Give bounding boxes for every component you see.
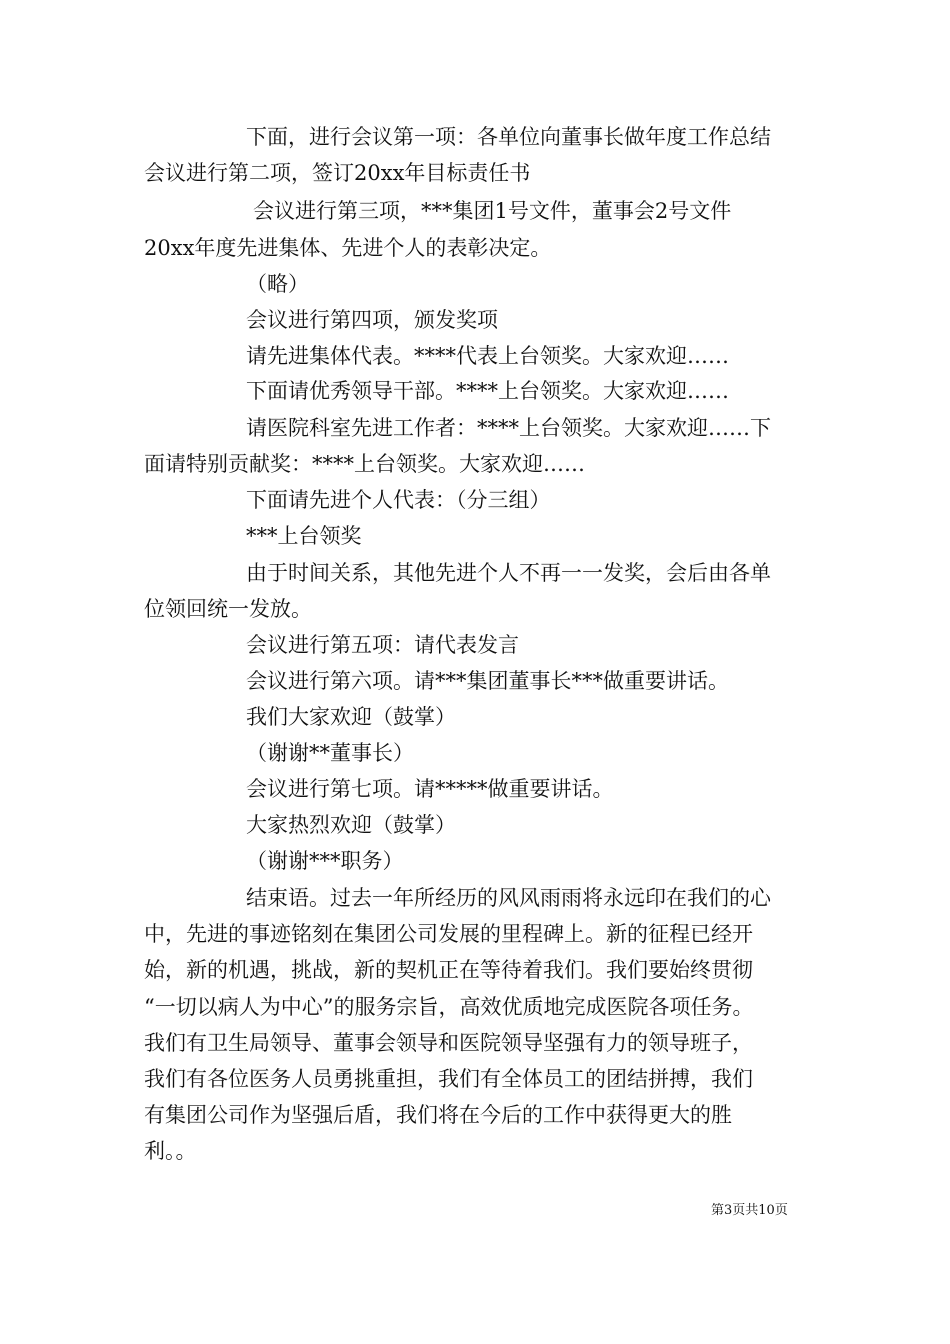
text-line: 结束语。过去一年所经历的风风雨雨将永远印在我们的心 bbox=[246, 886, 771, 910]
text-line: 会议进行第二项，签订20xx年目标责任书 bbox=[144, 161, 531, 185]
text-line: （略） bbox=[246, 272, 309, 296]
text-line: 位领回统一发放。 bbox=[144, 597, 312, 621]
text-line: 面请特别贡献奖：****上台领奖。大家欢迎…… bbox=[144, 452, 585, 476]
text-line: 会议进行第七项。请*****做重要讲话。 bbox=[246, 777, 614, 801]
text-line: 会议进行第四项，颁发奖项 bbox=[246, 308, 498, 332]
text-line: 请先进集体代表。****代表上台领奖。大家欢迎…… bbox=[246, 344, 729, 368]
text-line: 始，新的机遇，挑战，新的契机正在等待着我们。我们要始终贯彻 bbox=[144, 958, 753, 982]
text-line: 下面请先进个人代表：（分三组） bbox=[246, 488, 551, 512]
text-line: 20xx年度先进集体、先进个人的表彰决定。 bbox=[144, 236, 552, 260]
text-line: 我们大家欢迎（鼓掌） bbox=[246, 705, 456, 729]
text-line: 我们有卫生局领导、董事会领导和医院领导坚强有力的领导班子， bbox=[144, 1031, 753, 1055]
text-line: 会议进行第五项：请代表发言 bbox=[246, 633, 519, 657]
text-line: 中，先进的事迹铭刻在集团公司发展的里程碑上。新的征程已经开 bbox=[144, 922, 753, 946]
text-line: 由于时间关系，其他先进个人不再一一发奖，会后由各单 bbox=[246, 561, 771, 585]
text-line: （谢谢***职务） bbox=[246, 849, 404, 873]
text-line: “一切以病人为中心”的服务宗旨，高效优质地完成医院各项任务。 bbox=[144, 995, 754, 1019]
text-line: 大家热烈欢迎（鼓掌） bbox=[246, 813, 456, 837]
text-line: 会议进行第三项，***集团1号文件，董事会2号文件 bbox=[253, 199, 732, 223]
text-line: 利。。 bbox=[144, 1139, 197, 1163]
text-line: 下面请优秀领导干部。****上台领奖。大家欢迎…… bbox=[246, 379, 729, 403]
text-line: 我们有各位医务人员勇挑重担，我们有全体员工的团结拼搏，我们 bbox=[144, 1067, 753, 1091]
page-number: 第3页共10页 bbox=[711, 1203, 788, 1218]
text-line: （谢谢**董事长） bbox=[246, 741, 414, 765]
text-line: 下面，进行会议第一项：各单位向董事长做年度工作总结 bbox=[246, 125, 771, 149]
text-line: 有集团公司作为坚强后盾，我们将在今后的工作中获得更大的胜 bbox=[144, 1103, 732, 1127]
text-line: ***上台领奖 bbox=[246, 524, 362, 548]
text-line: 会议进行第六项。请***集团董事长***做重要讲话。 bbox=[246, 669, 729, 693]
text-line: 请医院科室先进工作者：****上台领奖。大家欢迎……下 bbox=[246, 416, 771, 440]
